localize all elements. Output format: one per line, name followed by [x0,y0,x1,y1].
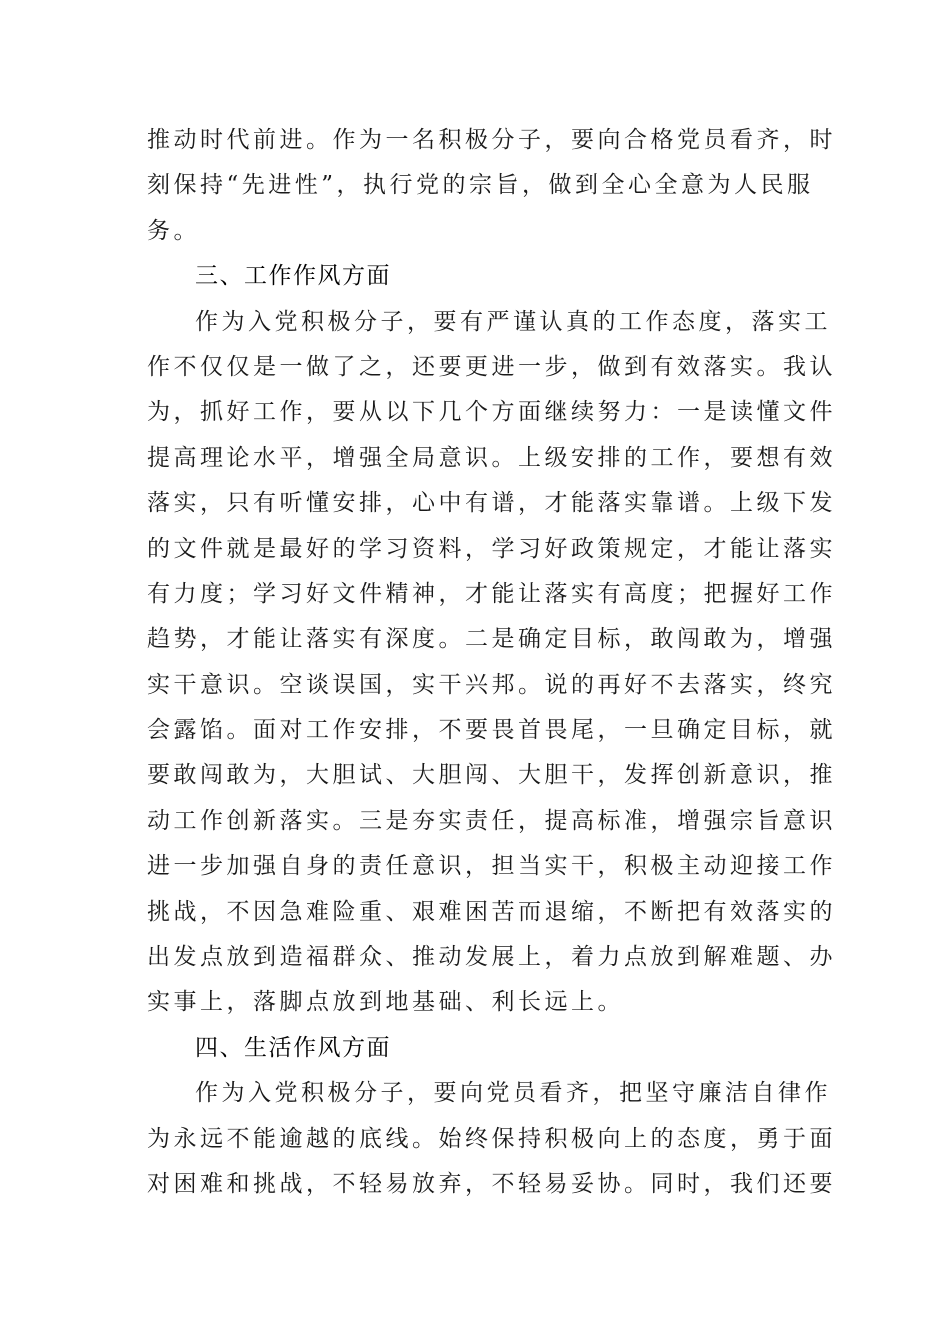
paragraph-line: 提高理论水平，增强全局意识。上级安排的工作，要想有效 [147,444,836,471]
paragraph-line: 推动时代前进。作为一名积极分子，要向合格党员看齐，时 [147,127,836,153]
life-style-paragraph [147,1071,836,1207]
paragraph-line: 为永远不能逾越的底线。始终保持积极向上的态度，勇于面 [147,1125,836,1152]
paragraph-line: 实干意识。空谈误国，实干兴邦。说的再好不去落实，终究 [147,671,836,698]
paragraph-line: 作不仅仅是一做了之，还要更进一步，做到有效落实。我认 [147,353,836,380]
paragraph-line: 有力度；学习好文件精神，才能让落实有高度；把握好工作 [147,580,836,607]
paragraph-line: 对困难和挑战，不轻易放弃，不轻易妥协。同时，我们还要 [147,1170,836,1197]
paragraph-line: 趋势，才能让落实有深度。二是确定目标，敢闯敢为，增强 [147,626,836,653]
paragraph-line: 作为入党积极分子，要有严谨认真的工作态度，落实工 [195,308,831,335]
paragraph-line: 挑战，不因急难险重、艰难困苦而退缩，不断把有效落实的 [147,898,836,925]
intro-paragraph [147,118,836,254]
paragraph-line: 动工作创新落实。三是夯实责任，提高标准，增强宗旨意识 [147,807,836,834]
work-style-paragraph [147,300,836,1026]
paragraph-line: 落实，只有听懂安排，心中有谱，才能落实靠谱。上级下发 [147,490,836,517]
paragraph-line: 出发点放到造福群众、推动发展上，着力点放到解难题、办 [147,944,836,971]
paragraph-line: 实事上，落脚点放到地基础、利长远上。 [147,989,624,1016]
paragraph-line: 会露馅。面对工作安排，不要畏首畏尾，一旦确定目标，就 [147,717,836,744]
paragraph-line: 的文件就是最好的学习资料，学习好政策规定，才能让落实 [147,535,836,562]
section-heading-work-style: 三、工作作风方面 [195,263,391,290]
paragraph-line: 作为入党积极分子，要向党员看齐，把坚守廉洁自律作 [195,1080,831,1107]
paragraph-line: 刻保持“先进性”，执行党的宗旨，做到全心全意为人民服 [147,172,814,199]
paragraph-line: 要敢闯敢为，大胆试、大胆闯、大胆干，发挥创新意识，推 [147,762,836,789]
paragraph-line: 务。 [147,217,200,244]
section-heading-life-style: 四、生活作风方面 [195,1034,391,1061]
paragraph-line: 为，抓好工作，要从以下几个方面继续努力：一是读懂文件 [147,399,836,426]
document-body [147,118,836,1207]
paragraph-line: 进一步加强自身的责任意识，担当实干，积极主动迎接工作 [147,853,836,880]
